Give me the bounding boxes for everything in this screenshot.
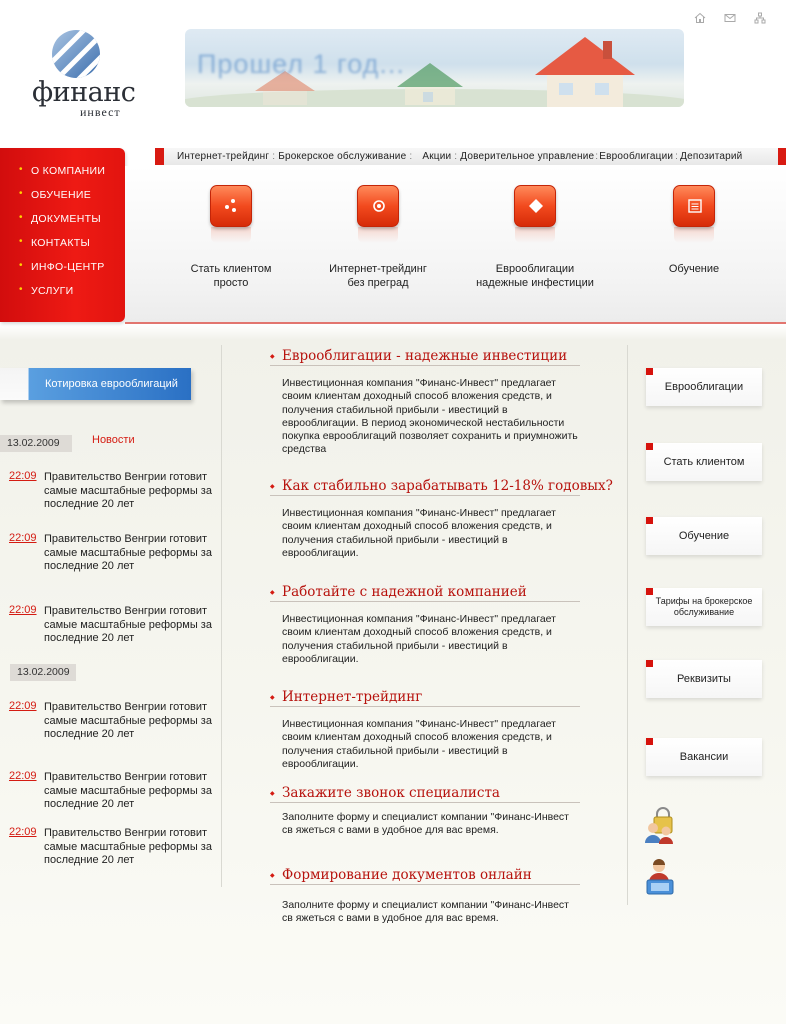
news-item[interactable]: [9, 604, 212, 648]
logo-subtitle: инвест: [80, 105, 121, 119]
menu-item-services[interactable]: • УСЛУГИ: [0, 284, 125, 308]
article-body: Инвестиционная компания "Финанс-Инвест" предлагает своим клиентам доходный способ вложения средств, и получения стабильной прибыли - ивестиций в еврооблигации.: [282, 718, 556, 770]
red-marker: [646, 588, 653, 595]
top-icons: [694, 12, 766, 24]
news-time[interactable]: 22:09: [9, 532, 37, 544]
diamond-icon: [514, 185, 556, 227]
news-text[interactable]: Правительство Венгрии готовит самые масштабные реформы за последние 20 лет: [44, 533, 212, 572]
feature-sublabel: без преград: [347, 276, 409, 289]
article-body: Инвестиционная компания "Финанс-Инвест" предлагает своим клиентам доходный способ вложения средств, и получения стабильной прибыли - ивестиций в еврооблигации.: [282, 507, 556, 559]
side-button-label: Тарифы на брокерское обслуживание: [655, 596, 753, 617]
news-item[interactable]: [9, 826, 212, 884]
article-title[interactable]: ◆ Как стабильно зарабатывать 12-18% годовых?: [270, 478, 580, 496]
news-time[interactable]: 22:09: [9, 700, 37, 712]
red-marker: [646, 517, 653, 524]
nav-separator: :: [595, 151, 599, 162]
article: [270, 584, 585, 666]
banner-text: Прошел 1 год...: [197, 49, 405, 79]
side-button-education[interactable]: [646, 517, 762, 555]
nav-marker: [778, 148, 786, 165]
news-time[interactable]: 22:09: [9, 470, 37, 482]
features-panel: [125, 166, 786, 323]
icon-reflection: [674, 227, 714, 243]
feature-eurobonds[interactable]: [455, 185, 615, 290]
news-item[interactable]: [9, 770, 212, 814]
menu-item-contacts[interactable]: • КОНТАКТЫ: [0, 236, 125, 260]
red-marker: [646, 368, 653, 375]
news-date: 13.02.2009: [10, 664, 76, 681]
side-button-label: Еврооблигации: [664, 381, 744, 393]
nav-link-depository[interactable]: Депозитарий: [680, 151, 743, 162]
mail-icon[interactable]: [724, 12, 736, 24]
news-time[interactable]: 22:09: [9, 826, 37, 838]
sitemap-icon[interactable]: [754, 12, 766, 24]
feature-become-client[interactable]: [151, 185, 311, 290]
feature-sublabel: просто: [213, 276, 249, 289]
news-text[interactable]: Правительство Венгрии готовит самые масштабные реформы за последние 20 лет: [44, 827, 212, 866]
menu-item-info-center[interactable]: • ИНФО-ЦЕНТР: [0, 260, 125, 284]
article: [270, 689, 585, 771]
feature-internet-trading[interactable]: [298, 185, 458, 290]
article-title[interactable]: ◆ Работайте с надежной компанией: [270, 584, 580, 602]
news-item[interactable]: [9, 700, 212, 744]
side-button-label: Обучение: [678, 530, 730, 542]
news-time[interactable]: 22:09: [9, 604, 37, 616]
feature-label: Обучение: [668, 263, 720, 275]
article: [270, 478, 613, 560]
article: [270, 348, 585, 457]
nav-separator: :: [272, 151, 276, 162]
logo-name: финанс: [32, 77, 136, 108]
nav-separator: :: [675, 151, 679, 162]
menu-item-about[interactable]: • О КОМПАНИИ: [0, 164, 125, 188]
red-marker: [646, 660, 653, 667]
side-button-eurobonds[interactable]: [646, 368, 762, 406]
side-button-label: Реквизиты: [677, 673, 731, 685]
support-agent-icon[interactable]: [643, 858, 677, 896]
article: [270, 867, 585, 926]
article-body: Заполните форму и специалист компании "Финанс-Инвест св яжеться с вами в удобное для вас время.: [282, 899, 569, 925]
feature-label: Стать клиентом: [190, 263, 272, 275]
nav-separator: :: [454, 151, 458, 162]
nav-link-eurobonds[interactable]: Еврооблигации: [599, 151, 674, 162]
nav-marker: [155, 148, 164, 165]
red-marker: [646, 443, 653, 450]
eurobond-quotes-label: Котировка еврооблигаций: [45, 378, 178, 390]
news-text[interactable]: Правительство Венгрии готовит самые масштабные реформы за последние 20 лет: [44, 771, 212, 810]
article-title[interactable]: ◆ Еврооблигации - надежные инвестиции: [270, 348, 580, 366]
news-title[interactable]: Новости: [92, 434, 135, 446]
news-text[interactable]: Правительство Венгрии готовит самые масштабные реформы за последние 20 лет: [44, 605, 212, 644]
article-title[interactable]: ◆ Закажите звонок специалиста: [270, 785, 580, 803]
dots-icon: [210, 185, 252, 227]
red-marker: [646, 738, 653, 745]
menu-item-education[interactable]: • ОБУЧЕНИЕ: [0, 188, 125, 212]
side-button-label: Вакансии: [679, 751, 729, 763]
news-text[interactable]: Правительство Венгрии готовит самые масштабные реформы за последние 20 лет: [44, 701, 212, 740]
news-time[interactable]: 22:09: [9, 770, 37, 782]
document-icon: [673, 185, 715, 227]
article-body: Заполните форму и специалист компании "Финанс-Инвест св яжеться с вами в удобное для вас время.: [282, 811, 569, 837]
feature-label: Еврооблигации: [495, 263, 575, 275]
nav-link-trust-management[interactable]: Доверительное управление: [460, 151, 595, 162]
nav-link-internet-trading[interactable]: Интернет-трейдинг: [177, 151, 270, 162]
menu-item-documents[interactable]: • ДОКУМЕНТЫ: [0, 212, 125, 236]
column-divider: [221, 345, 222, 887]
target-icon: [357, 185, 399, 227]
side-button-label: Стать клиентом: [663, 456, 745, 468]
icon-reflection: [515, 227, 555, 243]
article-title[interactable]: ◆ Формирование документов онлайн: [270, 867, 580, 885]
nav-separator: :: [409, 151, 413, 162]
main-menu: [0, 148, 125, 322]
feature-sublabel: надежные инфестиции: [476, 276, 594, 289]
nav-link-stocks[interactable]: Акции: [422, 151, 452, 162]
divider: [125, 322, 786, 324]
nav-link-brokerage[interactable]: Брокерское обслуживание: [278, 151, 407, 162]
feature-label: Интернет-трейдинг: [329, 263, 427, 275]
article-body: Инвестиционная компания "Финанс-Инвест" предлагает своим клиентам доходный способ вложения средств, и получения стабильной прибыли - ивестиций в еврооблигации.: [282, 613, 556, 665]
news-date: 13.02.2009: [0, 435, 72, 452]
news-item[interactable]: [9, 470, 212, 514]
icon-reflection: [211, 227, 251, 243]
side-button-become-client[interactable]: [646, 443, 762, 481]
side-button-brokerage-rates[interactable]: [646, 588, 762, 626]
promo-banner[interactable]: [185, 29, 684, 107]
article-title[interactable]: ◆ Интернет-трейдинг: [270, 689, 580, 707]
column-divider: [627, 345, 628, 905]
feature-education[interactable]: [614, 185, 774, 277]
logo-mark-icon: [50, 28, 102, 80]
eurobond-quotes-button[interactable]: [0, 368, 191, 400]
locked-users-icon[interactable]: [643, 806, 677, 844]
article-body: Инвестиционная компания "Финанс-Инвест" предлагает своим клиентам доходный способ вложения средств, и получения стабильной прибыли - ивестиций в еврооблигации. В период экономической нестабильности покупка еврооблигаций позволяет сохранить и приумножить средства: [282, 377, 578, 456]
side-button-vacancies[interactable]: [646, 738, 762, 776]
article: [270, 785, 585, 838]
news-item[interactable]: [9, 532, 212, 576]
side-button-requisites[interactable]: [646, 660, 762, 698]
home-icon[interactable]: [694, 12, 706, 24]
news-text[interactable]: Правительство Венгрии готовит самые масштабные реформы за последние 20 лет: [44, 471, 212, 510]
icon-reflection: [358, 227, 398, 243]
logo[interactable]: [28, 28, 136, 119]
top-nav: [155, 148, 786, 165]
